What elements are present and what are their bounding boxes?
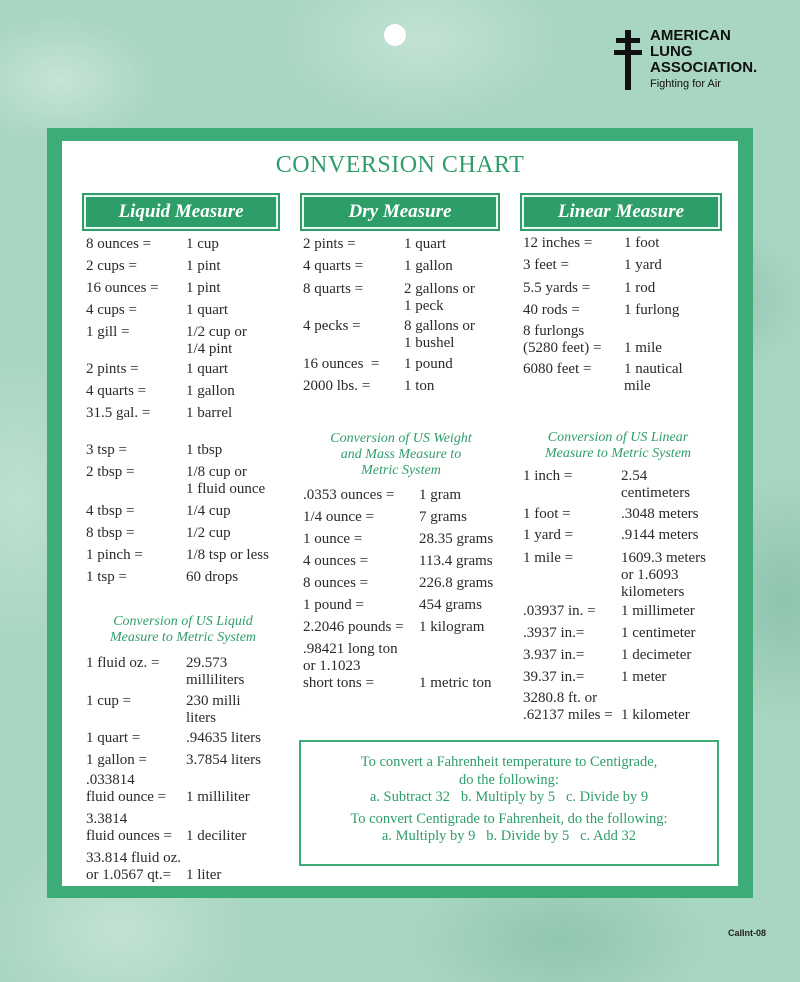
double-cross-icon — [614, 28, 642, 92]
document-code: CalInt-08 — [728, 928, 767, 938]
conversion-to: 1 cup — [186, 236, 219, 252]
conversion-to: 113.4 grams — [419, 553, 493, 569]
conversion-to: 1 decimeter — [621, 647, 692, 663]
linear-measure-header: Linear Measure — [522, 195, 720, 229]
conversion-to: .3048 meters — [621, 506, 699, 522]
conversion-to: 1 mile — [624, 340, 662, 356]
conversion-from: 1 fluid oz. = — [86, 655, 160, 671]
conversion-to: 1/8 tsp or less — [186, 547, 269, 563]
conversion-from: 33.814 fluid oz. or 1.0567 qt.= — [86, 850, 181, 883]
conversion-to: 1 ton — [404, 378, 435, 394]
conversion-from: .03937 in. = — [523, 603, 596, 619]
conversion-to: 1 rod — [624, 280, 656, 296]
conversion-from: 8 ounces = — [303, 575, 369, 591]
logo-line-3: ASSOCIATION. — [650, 59, 758, 76]
linear-metric-title: Conversion of US Linear Measure to Metric System — [544, 430, 692, 461]
conversion-from: 8 tbsp = — [86, 525, 135, 541]
conversion-from: 6080 feet = — [523, 361, 592, 377]
conversion-from: 4 quarts = — [303, 258, 364, 274]
conversion-to: 1 barrel — [186, 405, 233, 421]
conversion-to: 1 meter — [621, 669, 667, 685]
conversion-from: 1 inch = — [523, 468, 573, 484]
conversion-from: 1 foot = — [523, 506, 571, 522]
conversion-to: 1 quart — [186, 302, 229, 318]
conversion-from: 8 furlongs (5280 feet) = — [523, 323, 602, 356]
conversion-to: 7 grams — [419, 509, 467, 525]
conversion-from: 3280.8 ft. or .62137 miles = — [523, 690, 613, 723]
conversion-from: 16 ounces = — [86, 280, 159, 296]
conversion-to: 1 millimeter — [621, 603, 695, 619]
conversion-to: 2.54 centimeters — [621, 468, 691, 501]
conversion-to: 1 gallon — [186, 383, 235, 399]
conversion-from: .033814 fluid ounce = — [86, 772, 167, 805]
conversion-to: 1 furlong — [624, 302, 680, 318]
punch-hole — [384, 24, 406, 46]
conversion-from: 4 ounces = — [303, 553, 369, 569]
f-to-c-steps: a. Subtract 32 b. Multiply by 5 c. Divide by 9 — [369, 789, 649, 805]
conversion-from: 1 pound = — [303, 597, 364, 613]
conversion-from: 1 quart = — [86, 730, 141, 746]
conversion-from: 4 tbsp = — [86, 503, 135, 519]
conversion-from: 5.5 yards = — [523, 280, 591, 296]
conversion-to: 1 metric ton — [419, 675, 492, 691]
conversion-to: 1 pound — [404, 356, 453, 372]
conversion-to: 1 quart — [404, 236, 447, 252]
conversion-from: 4 pecks = — [303, 318, 361, 334]
conversion-from: 1/4 ounce = — [303, 509, 374, 525]
conversion-to: 3.7854 liters — [186, 752, 261, 768]
conversion-to: 28.35 grams — [419, 531, 494, 547]
conversion-from: 2 pints = — [303, 236, 356, 252]
temperature-conversion-box — [299, 740, 719, 866]
logo-tagline: Fighting for Air — [650, 78, 721, 90]
conversion-to: .94635 liters — [186, 730, 261, 746]
logo-line-1: AMERICAN — [650, 27, 731, 44]
conversion-from: 2000 lbs. = — [303, 378, 371, 394]
conversion-to: 1 pint — [186, 280, 221, 296]
liquid-measure-header: Liquid Measure — [84, 195, 278, 229]
conversion-to: 1/2 cup or 1/4 pint — [186, 324, 247, 357]
f-to-c-line-1: To convert a Fahrenheit temperature to Centigrade, — [360, 754, 658, 770]
conversion-to: 8 gallons or 1 bushel — [404, 318, 475, 351]
page-title: CONVERSION CHART — [275, 152, 525, 178]
dry-measure-header: Dry Measure — [302, 195, 498, 229]
conversion-from: 1 ounce = — [303, 531, 363, 547]
conversion-from: 3.3814 fluid ounces = — [86, 811, 172, 844]
liquid-metric-title: Conversion of US Liquid Measure to Metric System — [109, 614, 257, 645]
conversion-to: 1 yard — [624, 257, 662, 273]
conversion-from: 2 tbsp = — [86, 464, 135, 480]
conversion-to: 1 kilometer — [621, 707, 690, 723]
c-to-f-line-1: To convert Centigrade to Fahrenheit, do the following: — [350, 810, 668, 827]
conversion-from: 1 cup = — [86, 693, 132, 709]
conversion-to: 1 foot — [624, 235, 660, 251]
conversion-to: 1/4 cup — [186, 503, 231, 519]
conversion-to: 29.573 milliliters — [186, 655, 245, 688]
conversion-to: 1 tbsp — [186, 442, 223, 458]
conversion-to: 1 centimeter — [621, 625, 696, 641]
conversion-to: 1/8 cup or 1 fluid ounce — [186, 464, 266, 497]
conversion-to: 230 milli liters — [186, 693, 241, 726]
conversion-from: 4 quarts = — [86, 383, 147, 399]
conversion-from: 2 cups = — [86, 258, 137, 274]
conversion-to: 1 quart — [186, 361, 229, 377]
conversion-to: 1 gram — [419, 487, 462, 503]
conversion-from: 31.5 gal. = — [86, 405, 151, 421]
logo-text — [650, 28, 757, 76]
conversion-from: 3 feet = — [523, 257, 569, 273]
conversion-to: 1 milliliter — [186, 789, 250, 805]
conversion-to: 1 nautical mile — [624, 361, 683, 394]
conversion-from: 3.937 in.= — [523, 647, 585, 663]
conversion-from: 1 pinch = — [86, 547, 143, 563]
conversion-from: 4 cups = — [86, 302, 137, 318]
conversion-to: 1 liter — [186, 867, 222, 883]
c-to-f-steps: a. Multiply by 9 b. Divide by 5 c. Add 32 — [381, 828, 637, 844]
conversion-to: 454 grams — [419, 597, 482, 613]
conversion-from: 1 yard = — [523, 527, 574, 543]
conversion-from: 3 tsp = — [86, 442, 127, 458]
conversion-to: 2 gallons or 1 peck — [404, 281, 475, 314]
conversion-from: 8 ounces = — [86, 236, 152, 252]
conversion-to: 1/2 cup — [186, 525, 231, 541]
conversion-to: 1 deciliter — [186, 828, 247, 844]
conversion-to: 60 drops — [186, 569, 239, 585]
logo-line-2: LUNG — [650, 43, 693, 60]
conversion-from: .0353 ounces = — [303, 487, 395, 503]
conversion-from: 2.2046 pounds = — [303, 619, 404, 635]
dry-metric-title: Conversion of US Weight and Mass Measure to Metric System — [330, 431, 472, 478]
conversion-to: .9144 meters — [621, 527, 699, 543]
conversion-to: 1 pint — [186, 258, 221, 274]
conversion-from: 8 quarts = — [303, 281, 364, 297]
conversion-from: 16 ounces = — [303, 356, 380, 372]
conversion-from: 40 rods = — [523, 302, 580, 318]
conversion-to: 1609.3 meters or 1.6093 kilometers — [621, 550, 706, 600]
conversion-from: 12 inches = — [523, 235, 593, 251]
conversion-from: 1 mile = — [523, 550, 574, 566]
conversion-from: 1 gallon = — [86, 752, 147, 768]
f-to-c-line-2: do the following: — [459, 771, 559, 788]
conversion-from: .98421 long ton or 1.1023 short tons = — [303, 641, 398, 691]
conversion-to: 226.8 grams — [419, 575, 494, 591]
conversion-to: 1 gallon — [404, 258, 453, 274]
conversion-from: 1 gill = — [86, 324, 130, 340]
conversion-from: 39.37 in.= — [523, 669, 585, 685]
ala-logo — [614, 28, 784, 98]
conversion-from: .3937 in.= — [523, 625, 585, 641]
conversion-to: 1 kilogram — [419, 619, 485, 635]
conversion-from: 1 tsp = — [86, 569, 127, 585]
conversion-from: 2 pints = — [86, 361, 139, 377]
